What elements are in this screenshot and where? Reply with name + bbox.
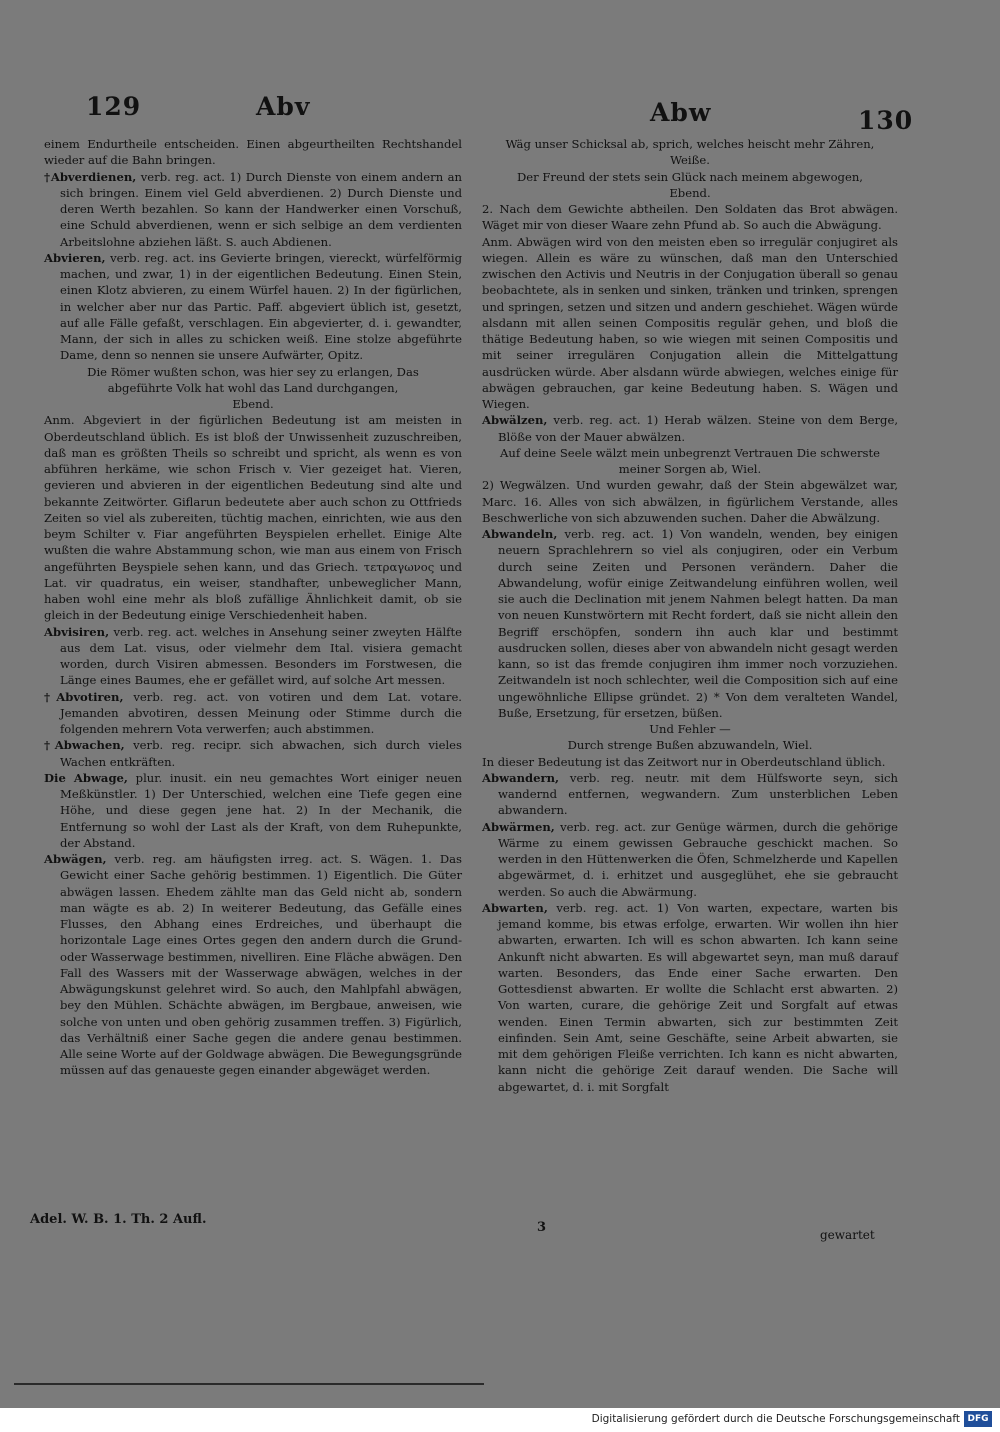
right-quote-paragraph: Auf deine Seele wälzt mein unbegrenzt Vertrauen Die schwerste meiner Sorgen ab, Wiel. bbox=[500, 445, 880, 476]
left-entry bbox=[44, 737, 462, 770]
left-entry bbox=[44, 169, 462, 250]
left-entry bbox=[44, 250, 462, 364]
left-page-number: 129 bbox=[86, 92, 142, 121]
right-quote-paragraph: Wäg unser Schicksal ab, sprich, welches heischt mehr Zähren, Weiße. bbox=[505, 137, 875, 168]
entry-lemma: †Abwachen, bbox=[44, 738, 125, 753]
entry-text: verb. reg. act. 1) Von wandeln, wenden, bey einigen neuern Sprachlehrern so viel als conjugiren, oder ein Verbum durch seine Zeiten und Personen verändern. Daher die Abwandelung, wofür einige Zeitwandelung einführen wollen, weil sie auch die Declination mit jenem Nahmen belegt hatten. Da man von neuen Kunstwörtern mit Recht fordert, daß sie nicht allein den Begriff erschöpfen, sondern ihn auch klar und bestimmt ausdrucken sollen, dieses aber von abwandeln nicht gesagt werden kann, so ist das fremde conjugiren ihm immer noch vorzuziehen. Zeitwandeln ist noch schlechter, weil die Composition sich auf eine ungewöhnliche Ellipse gründet. 2) * Von dem veralteten Wandel, Buße, Ersetzung, für ersetzen, büßen. bbox=[498, 527, 898, 720]
left-entry bbox=[44, 689, 462, 738]
left-column bbox=[44, 136, 462, 1079]
right-quote-paragraph: Durch strenge Bußen abzuwandeln, Wiel. bbox=[567, 738, 813, 753]
bottom-rule bbox=[14, 1383, 484, 1385]
entry-lemma: Abvieren, bbox=[44, 250, 106, 265]
entry-lemma: Abwarten, bbox=[482, 900, 548, 915]
entry-lemma: Die Abwage, bbox=[44, 770, 128, 785]
left-entry bbox=[44, 624, 462, 689]
entry-lemma: Abvisiren, bbox=[44, 624, 110, 639]
signature-mark: 3 bbox=[537, 1220, 547, 1235]
left-running-head: Abv bbox=[256, 92, 311, 121]
right-column bbox=[482, 136, 898, 1095]
right-entry bbox=[482, 900, 898, 1095]
catchword: gewartet bbox=[820, 1228, 875, 1242]
dfg-logo: DFG bbox=[964, 1411, 992, 1427]
right-plain-paragraph: 2) Wegwälzen. Und wurden gewahr, daß der Stein abgewälzet war, Marc. 16. Alles von sich abwälzen, in figürlichem Verstande, alles Beschwerliche von sich abzuwenden suchen. Daher die Abwälzung. bbox=[482, 478, 898, 525]
left-src-paragraph: Ebend. bbox=[232, 397, 274, 411]
left-entry bbox=[44, 770, 462, 851]
right-entry bbox=[482, 526, 898, 721]
entry-text: verb. reg. act. ins Gevierte bringen, viereckt, würfelförmig machen, und zwar, 1) in der eigentlichen Bedeutung. Einen Stein, einen Klotz abvieren, zu einem Würfel hauen. 2) In der figürlichen, in welcher aber nur das Partic. Paff. abgeviert üblich ist, gesetzt, auf alle Fälle gefaßt, verschlagen. Ein abgevierter, d. i. gewandter, Mann, der sich in alles zu schicken weiß. Eine stolze abgeführte Dame, denn so nennen sie unsere Aufwärter, Opitz. bbox=[60, 250, 462, 363]
signature-left: Adel. W. B. 1. Th. 2 Aufl. bbox=[30, 1212, 207, 1227]
entry-lemma: Abwandeln, bbox=[482, 527, 558, 541]
right-entry bbox=[482, 770, 898, 819]
entry-lemma: †Abverdienen, bbox=[44, 169, 137, 184]
entry-text: verb. reg. act. 1) Durch Dienste von einem andern an sich bringen. Einem viel Geld abverdienen. 2) Durch Dienste und deren Werth bezahlen. So kann der Handwerker einen Vorschuß, eine Schuld abverdienen, wenn er sich selbige an dem verdienten Arbeitslohne abziehen läßt. S. auch Abdienen. bbox=[60, 169, 463, 249]
right-running-head: Abw bbox=[650, 98, 712, 127]
right-plain-paragraph: In dieser Bedeutung ist das Zeitwort nur in Oberdeutschland üblich. bbox=[482, 754, 886, 769]
right-entry bbox=[482, 819, 898, 900]
left-plain-paragraph: einem Endurtheile entscheiden. Einen abgeurtheilten Rechtshandel wieder auf die Bahn bringen. bbox=[44, 137, 462, 168]
entry-lemma: Abwälzen, bbox=[482, 413, 548, 428]
left-quote-paragraph: Die Römer wußten schon, was hier sey zu erlangen, Das abgeführte Volk hat wohl das Land durchgangen, bbox=[87, 364, 419, 395]
entry-lemma: Abwägen, bbox=[44, 852, 107, 866]
entry-text: verb. reg. act. von votiren und dem Lat. votare. Jemanden abvotiren, dessen Meinung oder Stimme durch die folgenden mehrern Vota verwerfen; auch abstimmen. bbox=[60, 689, 462, 736]
entry-lemma: Abwärmen, bbox=[482, 819, 555, 834]
right-plain-paragraph: Anm. Abwägen wird von den meisten eben so irregulär conjugiret als wiegen. Allein es wäre zu wünschen, daß man den Unterschied zwischen den Activis und Neutris in der Conjugation überall so genau beobachtete, als in senken und sinken, tränken und trinken, sprengen und springen, setzen und sitzen und andern geschiehet. Wägen würde alsdann mit allen seinen Compositis regulär gehen, und bloß die thätige Bedeutung haben, so wie wiegen mit seinen Compositis und mit seiner irregulären Conjugation allein die Mittelgattung ausdrücken würde. Aber alsdann würde abwiegen, welches einige für abwägen gebrauchen, gar keine Bedeutung haben. S. Wägen und Wiegen. bbox=[482, 234, 898, 411]
right-quote-paragraph: Und Fehler — bbox=[649, 722, 731, 736]
credit-text: Digitalisierung gefördert durch die Deutsche Forschungsgemeinschaft bbox=[591, 1413, 960, 1425]
entry-text: verb. reg. act. welches in Ansehung seiner zweyten Hälfte aus dem Lat. visus, oder vielmehr dem Ital. visiera gemacht worden, durch Visiren abmessen. Besonders im Forstwesen, die Länge eines Baumes, ehe er gefället wird, auf solche Art messen. bbox=[60, 624, 462, 688]
right-page-number: 130 bbox=[858, 106, 914, 135]
entry-text: plur. inusit. ein neu gemachtes Wort einiger neuen Meßkünstler. 1) Der Unterschied, welchen eine Tiefe gegen eine Höhe, und diese gegen jene hat. 2) In der Mechanik, die Entfernung so wohl der Last als der Kraft, von dem Ruhepunkte, der Abstand. bbox=[60, 770, 462, 850]
left-plain-paragraph: Anm. Abgeviert in der figürlichen Bedeutung ist am meisten in Oberdeutschland üblich. Es ist bloß der Unwissenheit zuzuschreiben, daß man es größten Theils so schreibt und spricht, als wenn es von abführen herkäme, wie schon Frisch v. Vier gezeiget hat. Vieren, gevieren und abvieren in der eigentlichen Bedeutung sind alte und bekannte Zeitwörter. Giflarun bedeutete aber auch schon zu Ottfrieds Zeiten so viel als zubereiten, tüchtig machen, einrichten, wie aus den beym Schilter v. Fiar angeführten Beyspielen erhellet. Einige Alte wußten die wahre Abstammung schon, wie man aus einem von Frisch angeführten Beyspiele sehen kann, und das Griech. τετραγωνος und Lat. vir quadratus, ein weiser, standhafter, unbeweglicher Mann, haben wohl eine mehr als bloß zufällige Ähnlichkeit damit, ob sie gleich in der Bedeutung einige Verschiedenheit haben. bbox=[44, 413, 462, 623]
right-plain-paragraph: 2. Nach dem Gewichte abtheilen. Den Soldaten das Brot abwägen. Wäget mir von dieser Waare zehn Pfund ab. So auch die Abwägung. bbox=[482, 202, 898, 233]
entry-text: verb. reg. neutr. mit dem Hülfsworte seyn, sich wandernd entfernen, wegwandern. Zum unsterblichen Leben abwandern. bbox=[498, 770, 898, 818]
entry-text: verb. reg. recipr. sich abwachen, sich durch vieles Wachen entkräften. bbox=[60, 738, 462, 769]
entry-lemma: Abwandern, bbox=[482, 770, 560, 785]
entry-text: verb. reg. act. zur Genüge wärmen, durch die gehörige Wärme zu einem gewissen Gebrauche geschickt machen. So werden in den Hüttenwerken die Öfen, Schmelzherde und Kapellen abgewärmet, d. i. erhitzet und ausgeglühet, ehe sie gebraucht werden. So auch die Abwärmung. bbox=[498, 819, 898, 899]
right-entry bbox=[482, 412, 898, 445]
left-entry bbox=[44, 851, 462, 1079]
entry-text: verb. reg. act. 1) Herab wälzen. Steine von dem Berge, Blöße von der Mauer abwälzen. bbox=[498, 413, 898, 444]
entry-text: verb. reg. act. 1) Von warten, expectare, warten bis jemand komme, bis etwas erfolge, erwarten. Wir wollen ihn hier abwarten, erwarten. Ich will es schon abwarten. Ich kann seine Ankunft nicht abwarten. Es will abgewartet seyn, man muß darauf warten. Besonders, das Ende einer Sache erwarten. Den Gottesdienst abwarten. Er wollte die Schlacht erst abwarten. 2) Von warten, curare, die gehörige Zeit und Sorgfalt auf etwas wenden. Einen Termin abwarten, sich zur bestimmten Zeit einfinden. Sein Amt, seine Geschäfte, seine Arbeit abwarten, sie mit dem gehörigen Fleiße verrichten. Ich kann es nicht abwarten, kann nicht die gehörige Zeit darauf wenden. Die Sache will abgewartet, d. i. mit Sorgfalt bbox=[498, 900, 898, 1094]
right-quote-paragraph: Der Freund der stets sein Glück nach meinem abgewogen, Ebend. bbox=[516, 169, 863, 200]
entry-lemma: †Abvotiren, bbox=[44, 689, 124, 704]
entry-text: verb. reg. am häufigsten irreg. act. S. Wägen. 1. Das Gewicht einer Sache gehörig bestimmen. 1) Eigentlich. Die Güter abwägen lassen. Ehedem zählte man das Geld nicht ab, sondern man wägte es ab. 2) In weiterer Bedeutung, das Gefälle eines Flusses, den Abhang eines Erdreiches, und überhaupt die horizontale Lage eines Ortes gegen den andern durch die Grund- oder Wasserwage bestimmen, nivelliren. Eine Fläche abwägen. Den Fall des Wassers mit der Wasserwage abwägen, welches in der Abwägungskunst gelehret wird. So auch, den Mahlpfahl abwägen, bey den Mühlen. Schächte abwägen, im Bergbaue, anweisen, wie solche von unten und oben gehörig zusammen treffen. 3) Figürlich, das Verhältniß einer Sache gegen die andere genau bestimmen. Alle seine Worte auf der Goldwage abwägen. Die Bewegungsgründe müssen auf das genaueste gegen einander abgewäget werden. bbox=[60, 852, 462, 1078]
